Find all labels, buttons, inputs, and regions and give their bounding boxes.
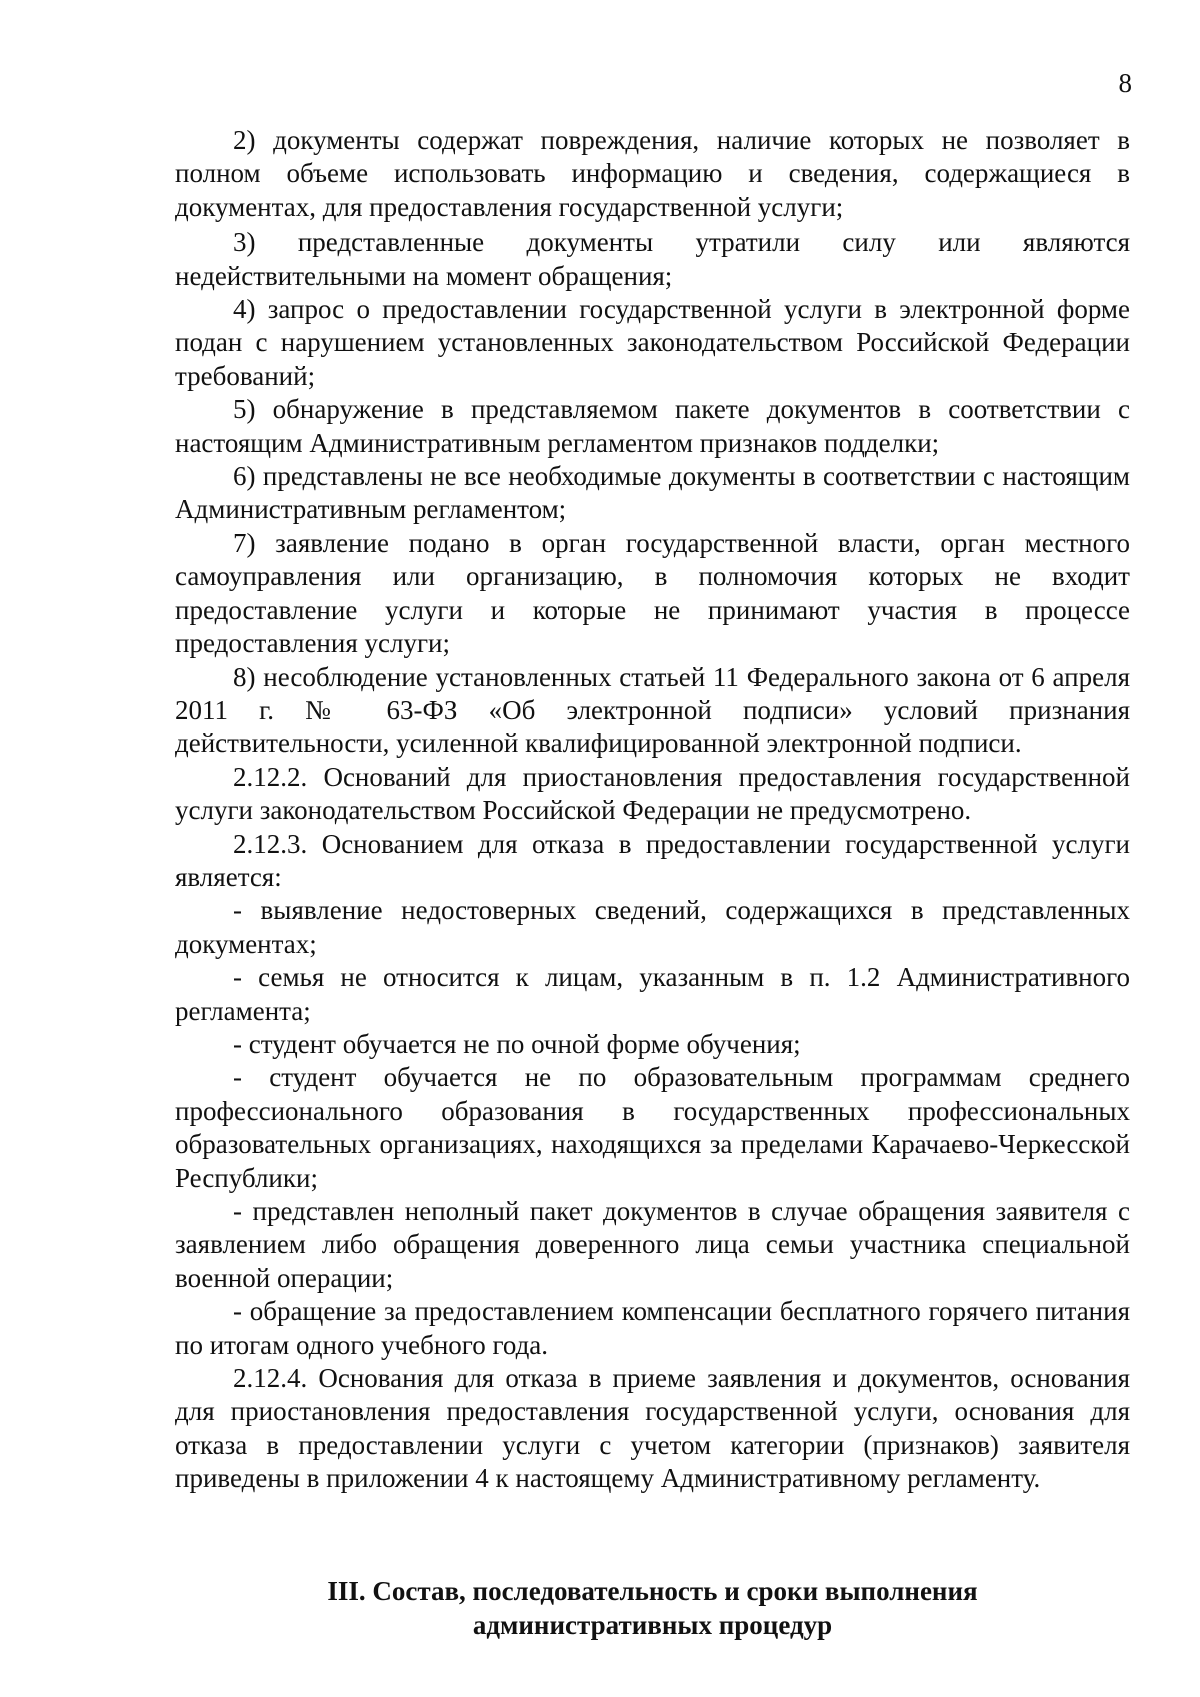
paragraph-item-2: 2) документы содержат повреждения, наличие которых не позволяет в полном объеме использовать информацию и сведения, содержащиеся в документах, для предоставления государственной услуги; <box>175 125 1130 222</box>
refusal-ground-4: - студент обучается не по образовательным программам среднего профессионального образования в государственных профессиональных образовательных организациях, находящихся за пределами Карачаево-Черкесской Республики; <box>175 1062 1130 1193</box>
section-heading-line-2: административных процедур <box>472 1610 833 1640</box>
refusal-ground-6: - обращение за предоставлением компенсации бесплатного горячего питания по итогам одного учебного года. <box>175 1296 1130 1360</box>
refusal-ground-5: - представлен неполный пакет документов в случае обращения заявителя с заявлением либо обращения доверенного лица семьи участника специальной военной операции; <box>175 1196 1130 1293</box>
paragraph-item-8: 8) несоблюдение установленных статьей 11 Федерального закона от 6 апреля 2011 г. № 63-ФЗ «Об электронной подписи» условий признания действительности, усиленной квалифицированной электронной подписи. <box>175 661 1130 759</box>
refusal-ground-3: - студент обучается не по очной форме обучения; <box>233 1028 801 1059</box>
section-heading <box>175 1574 1130 1642</box>
paragraph-2-12-4: 2.12.4. Основания для отказа в приеме заявления и документов, основания для приостановления предоставления государственной услуги, основания для отказа в предоставлении услуги с учетом категории (признаков) заявителя приведены в приложении 4 к настоящему Административному регламенту. <box>175 1363 1130 1494</box>
document-body <box>175 124 1130 1496</box>
paragraph-item-6: 6) представлены не все необходимые документы в соответствии с настоящим Административным регламентом; <box>175 461 1130 525</box>
paragraph-item-5: 5) обнаружение в представляемом пакете документов в соответствии с настоящим Административным регламентом признаков подделки; <box>175 394 1130 458</box>
paragraph-2-12-3: 2.12.3. Основанием для отказа в предоставлении государственной услуги является: <box>175 828 1130 892</box>
paragraph-item-4: 4) запрос о предоставлении государственной услуги в электронной форме подан с нарушением установленных законодательством Российской Федерации требований; <box>175 294 1130 391</box>
refusal-ground-2: - семья не относится к лицам, указанным в п. 1.2 Административного регламента; <box>175 962 1130 1026</box>
paragraph-2-12-2: 2.12.2. Оснований для приостановления предоставления государственной услуги законодательством Российской Федерации не предусмотрено. <box>175 761 1130 826</box>
page-number: 8 <box>1118 68 1132 98</box>
section-heading-line-1: III. Состав, последовательность и сроки выполнения <box>327 1576 978 1606</box>
paragraph-item-7: 7) заявление подано в орган государственной власти, орган местного самоуправления или организацию, в полномочия которых не входит предоставление услуги и которые не принимают участия в процессе предоставления услуги; <box>175 527 1130 659</box>
refusal-ground-1: - выявление недостоверных сведений, содержащихся в представленных документах; <box>175 895 1130 959</box>
paragraph-item-3: 3) представленные документы утратили силу или являются недействительными на момент обращения; <box>175 227 1130 291</box>
